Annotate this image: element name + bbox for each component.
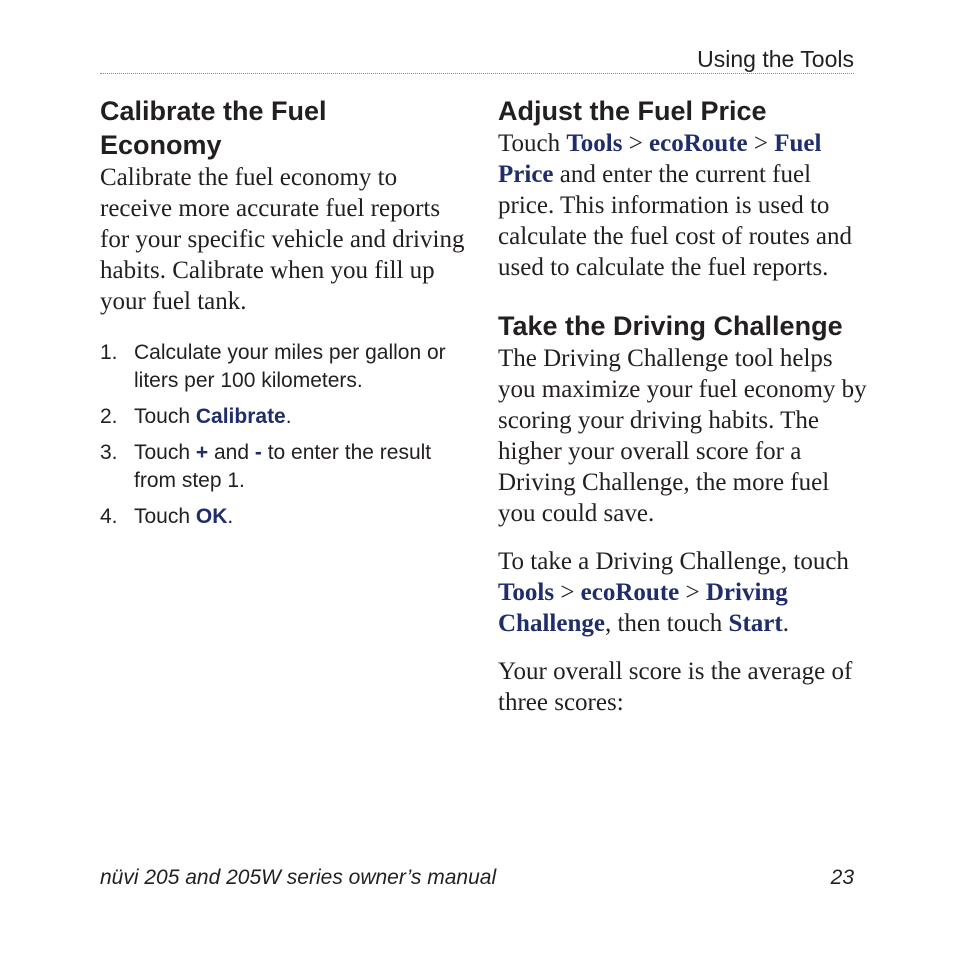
instructions-text: , then touch: [604, 610, 729, 637]
adjust-touch-text: Touch: [498, 130, 567, 157]
ok-keyword: OK: [195, 505, 228, 528]
plus-keyword: +: [195, 441, 209, 464]
list-item: [100, 503, 470, 531]
step-text: Touch: [134, 405, 196, 428]
step-text: Calculate your miles per gallon or liters per 100 kilometers.: [134, 341, 446, 392]
step-text-end: .: [227, 505, 234, 528]
start-keyword: Start: [728, 610, 783, 637]
left-column: [100, 94, 470, 539]
step-text: Touch: [134, 505, 196, 528]
tools-keyword: Tools: [498, 579, 555, 606]
calibrate-heading: Calibrate the Fuel Economy: [100, 96, 327, 160]
challenge-instructions: [498, 546, 868, 639]
running-header: Using the Tools: [697, 46, 854, 72]
header-divider: [100, 73, 854, 74]
tools-keyword: Tools: [566, 130, 623, 157]
list-item: [100, 339, 470, 395]
adjust-body: [498, 128, 868, 283]
step-text-mid: and: [208, 441, 255, 464]
challenge-score-text: Your overall score is the average of three scores:: [498, 658, 853, 716]
list-item: [100, 439, 470, 495]
ecoroute-keyword: ecoRoute: [649, 130, 748, 157]
page-number: 23: [830, 866, 854, 889]
adjust-rest-text: and enter the current fuel price. This information is used to calculate the fuel cost of routes and used to calculate the fuel reports.: [498, 161, 853, 281]
driving-challenge-keyword: Driving Challenge: [498, 579, 788, 637]
step-text-end: .: [285, 405, 292, 428]
calibrate-steps: [100, 339, 470, 531]
list-item: [100, 403, 470, 431]
calibrate-keyword: Calibrate: [195, 405, 286, 428]
step-number: 3.: [100, 441, 118, 464]
separator: >: [679, 579, 706, 606]
minus-keyword: -: [254, 441, 262, 464]
ecoroute-keyword: ecoRoute: [580, 579, 680, 606]
separator: >: [747, 130, 775, 157]
challenge-intro: The Driving Challenge tool helps you maximize your fuel economy by scoring your driving habits. The higher your overall score for a Driving Challenge, the more fuel you could save.: [498, 345, 867, 527]
footer-manual-title: nüvi 205 and 205W series owner’s manual: [100, 866, 497, 889]
separator: >: [554, 579, 581, 606]
separator: >: [622, 130, 650, 157]
right-column: [498, 94, 868, 718]
step-text: Touch: [134, 441, 196, 464]
step-number: 2.: [100, 405, 118, 428]
instructions-end: .: [782, 610, 789, 637]
challenge-heading: Take the Driving Challenge: [498, 311, 843, 341]
step-text-end: to enter the result from step 1.: [134, 441, 432, 492]
calibrate-intro: Calibrate the fuel economy to receive more accurate fuel reports for your specific vehicle and driving habits. Calibrate when you fill up your fuel tank.: [100, 164, 465, 315]
step-number: 1.: [100, 341, 118, 364]
fuel-price-keyword: Fuel Price: [498, 130, 822, 188]
adjust-heading: Adjust the Fuel Price: [498, 96, 767, 126]
instructions-text: To take a Driving Challenge, touch: [498, 548, 849, 575]
step-number: 4.: [100, 505, 118, 528]
